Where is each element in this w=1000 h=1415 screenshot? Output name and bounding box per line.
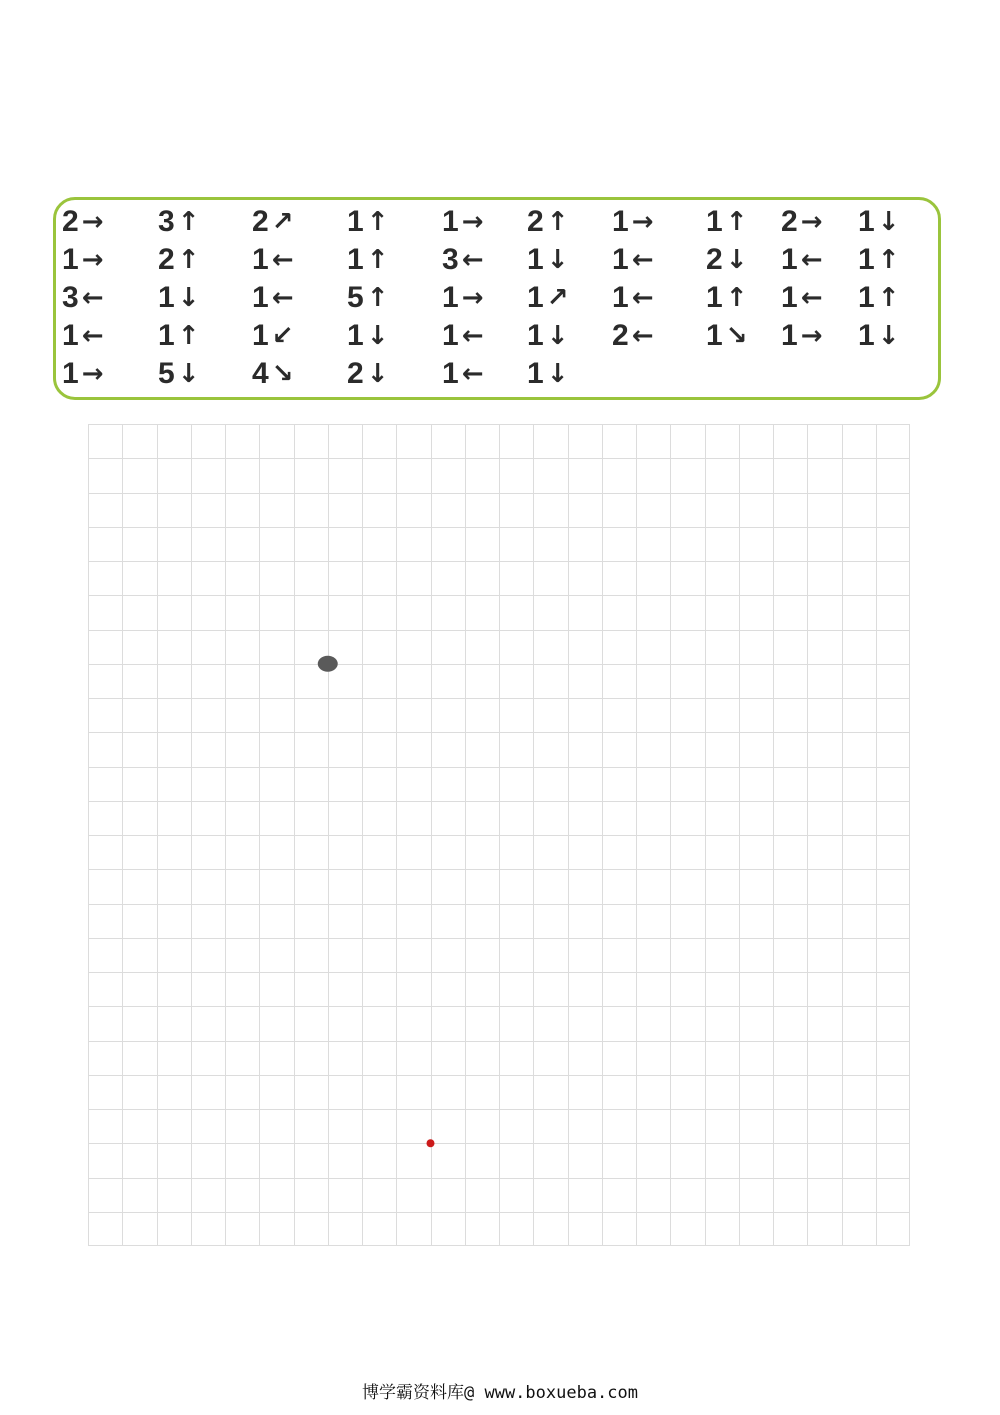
- step-count: 1: [442, 281, 459, 314]
- instruction-step: [781, 319, 822, 353]
- step-count: 1: [527, 281, 544, 314]
- step-count: 5: [347, 281, 364, 314]
- direction-arrow-icon: ↑: [177, 207, 200, 237]
- step-count: 1: [62, 357, 79, 390]
- direction-arrow-icon: ←: [800, 245, 823, 275]
- instruction-step: [706, 243, 747, 277]
- direction-arrow-icon: ←: [631, 245, 654, 275]
- direction-arrow-icon: ←: [631, 321, 654, 351]
- instruction-step: [347, 243, 388, 277]
- step-count: 2: [706, 243, 723, 276]
- direction-arrow-icon: →: [800, 321, 823, 351]
- direction-arrow-icon: ↗: [271, 207, 294, 237]
- step-count: 2: [527, 205, 544, 238]
- direction-arrow-icon: ↙: [271, 321, 294, 351]
- step-count: 1: [442, 205, 459, 238]
- direction-arrow-icon: ↑: [366, 245, 389, 275]
- step-count: 1: [62, 243, 79, 276]
- step-count: 3: [442, 243, 459, 276]
- direction-arrow-icon: ←: [271, 245, 294, 275]
- instruction-step: [62, 205, 103, 239]
- direction-arrow-icon: ↓: [725, 245, 748, 275]
- instruction-step: [252, 281, 293, 315]
- direction-arrow-icon: ←: [271, 283, 294, 313]
- instruction-step: [706, 205, 747, 239]
- instruction-step: [858, 319, 899, 353]
- instruction-step: [527, 205, 568, 239]
- step-count: 2: [612, 319, 629, 352]
- step-count: 1: [858, 243, 875, 276]
- step-count: 1: [527, 243, 544, 276]
- instruction-step: [781, 281, 822, 315]
- instruction-step: [62, 357, 103, 391]
- direction-arrow-icon: ↓: [177, 283, 200, 313]
- instruction-step: [781, 243, 822, 277]
- instruction-step: [442, 281, 483, 315]
- instruction-step: [158, 281, 199, 315]
- step-count: 1: [858, 281, 875, 314]
- instruction-step: [62, 243, 103, 277]
- direction-arrow-icon: ↑: [725, 207, 748, 237]
- step-count: 1: [442, 319, 459, 352]
- instruction-step: [62, 281, 103, 315]
- step-count: 1: [612, 243, 629, 276]
- direction-arrow-icon: ↗: [546, 283, 569, 313]
- direction-arrow-icon: →: [461, 283, 484, 313]
- footer-watermark-text: 博学霸资料库@ www.boxueba.com: [362, 1383, 638, 1403]
- step-count: 1: [347, 319, 364, 352]
- direction-arrow-icon: ←: [461, 245, 484, 275]
- step-count: 1: [781, 243, 798, 276]
- direction-arrow-icon: ↓: [877, 207, 900, 237]
- step-count: 1: [706, 281, 723, 314]
- step-count: 2: [158, 243, 175, 276]
- instruction-step: [252, 357, 293, 391]
- instruction-step: [706, 281, 747, 315]
- step-count: 4: [252, 357, 269, 390]
- step-count: 1: [347, 205, 364, 238]
- instruction-step: [252, 205, 293, 239]
- step-count: 1: [527, 319, 544, 352]
- direction-arrow-icon: ↓: [366, 321, 389, 351]
- instruction-step: [781, 205, 822, 239]
- instruction-step: [612, 205, 653, 239]
- instruction-step: [347, 319, 388, 353]
- direction-arrow-icon: ↘: [271, 359, 294, 389]
- direction-arrow-icon: ↑: [877, 245, 900, 275]
- direction-arrow-icon: ↑: [177, 245, 200, 275]
- grid-svg: [88, 424, 910, 1246]
- direction-arrow-icon: ↓: [546, 245, 569, 275]
- step-count: 1: [62, 319, 79, 352]
- direction-arrow-icon: →: [81, 207, 104, 237]
- direction-arrow-icon: ↓: [877, 321, 900, 351]
- direction-arrow-icon: ←: [81, 283, 104, 313]
- instruction-step: [158, 357, 199, 391]
- direction-arrow-icon: ↑: [725, 283, 748, 313]
- step-count: 1: [612, 281, 629, 314]
- start-dot: [318, 656, 338, 672]
- instruction-step: [858, 205, 899, 239]
- instruction-step: [442, 357, 483, 391]
- step-count: 1: [252, 281, 269, 314]
- direction-arrow-icon: ←: [81, 321, 104, 351]
- direction-arrow-icon: ↑: [366, 283, 389, 313]
- footer: [0, 1378, 1000, 1408]
- instruction-step: [442, 205, 483, 239]
- instruction-step: [612, 319, 653, 353]
- direction-arrow-icon: ↑: [546, 207, 569, 237]
- marker-dot: [427, 1139, 435, 1147]
- step-count: 1: [858, 205, 875, 238]
- direction-arrow-icon: ←: [800, 283, 823, 313]
- direction-arrow-icon: →: [81, 359, 104, 389]
- direction-arrow-icon: ↓: [366, 359, 389, 389]
- step-count: 1: [612, 205, 629, 238]
- step-count: 1: [252, 243, 269, 276]
- step-count: 2: [347, 357, 364, 390]
- instruction-step: [158, 205, 199, 239]
- direction-arrow-icon: →: [81, 245, 104, 275]
- instruction-step: [62, 319, 103, 353]
- step-count: 1: [706, 205, 723, 238]
- direction-arrow-icon: →: [631, 207, 654, 237]
- direction-arrow-icon: ↓: [546, 321, 569, 351]
- step-count: 1: [527, 357, 544, 390]
- instruction-step: [347, 205, 388, 239]
- instruction-step: [858, 281, 899, 315]
- step-count: 1: [158, 319, 175, 352]
- step-count: 1: [858, 319, 875, 352]
- step-count: 1: [252, 319, 269, 352]
- instruction-step: [442, 243, 483, 277]
- step-count: 3: [62, 281, 79, 314]
- instruction-step: [527, 357, 568, 391]
- direction-arrow-icon: →: [461, 207, 484, 237]
- instruction-step: [527, 281, 568, 315]
- step-count: 2: [62, 205, 79, 238]
- step-count: 3: [158, 205, 175, 238]
- step-count: 1: [781, 281, 798, 314]
- instruction-step: [527, 319, 568, 353]
- direction-arrow-icon: ←: [631, 283, 654, 313]
- direction-arrow-icon: ↑: [366, 207, 389, 237]
- step-count: 2: [252, 205, 269, 238]
- instruction-step: [252, 319, 293, 353]
- instruction-step: [612, 281, 653, 315]
- direction-arrow-icon: ↑: [177, 321, 200, 351]
- instruction-step: [442, 319, 483, 353]
- instruction-step: [612, 243, 653, 277]
- instruction-step: [347, 357, 388, 391]
- direction-arrow-icon: ↑: [877, 283, 900, 313]
- direction-arrow-icon: ↓: [546, 359, 569, 389]
- instruction-step: [347, 281, 388, 315]
- step-count: 1: [347, 243, 364, 276]
- direction-arrow-icon: →: [800, 207, 823, 237]
- instruction-step: [706, 319, 747, 353]
- instruction-step: [527, 243, 568, 277]
- step-count: 1: [781, 319, 798, 352]
- direction-arrow-icon: ↘: [725, 321, 748, 351]
- step-count: 1: [706, 319, 723, 352]
- direction-arrow-icon: ←: [461, 359, 484, 389]
- instruction-step: [158, 243, 199, 277]
- step-count: 1: [158, 281, 175, 314]
- step-count: 2: [781, 205, 798, 238]
- instruction-step: [858, 243, 899, 277]
- instruction-step: [252, 243, 293, 277]
- direction-arrow-icon: ↓: [177, 359, 200, 389]
- drawing-grid: [88, 424, 910, 1246]
- step-count: 1: [442, 357, 459, 390]
- direction-arrow-icon: ←: [461, 321, 484, 351]
- instruction-step: [158, 319, 199, 353]
- step-count: 5: [158, 357, 175, 390]
